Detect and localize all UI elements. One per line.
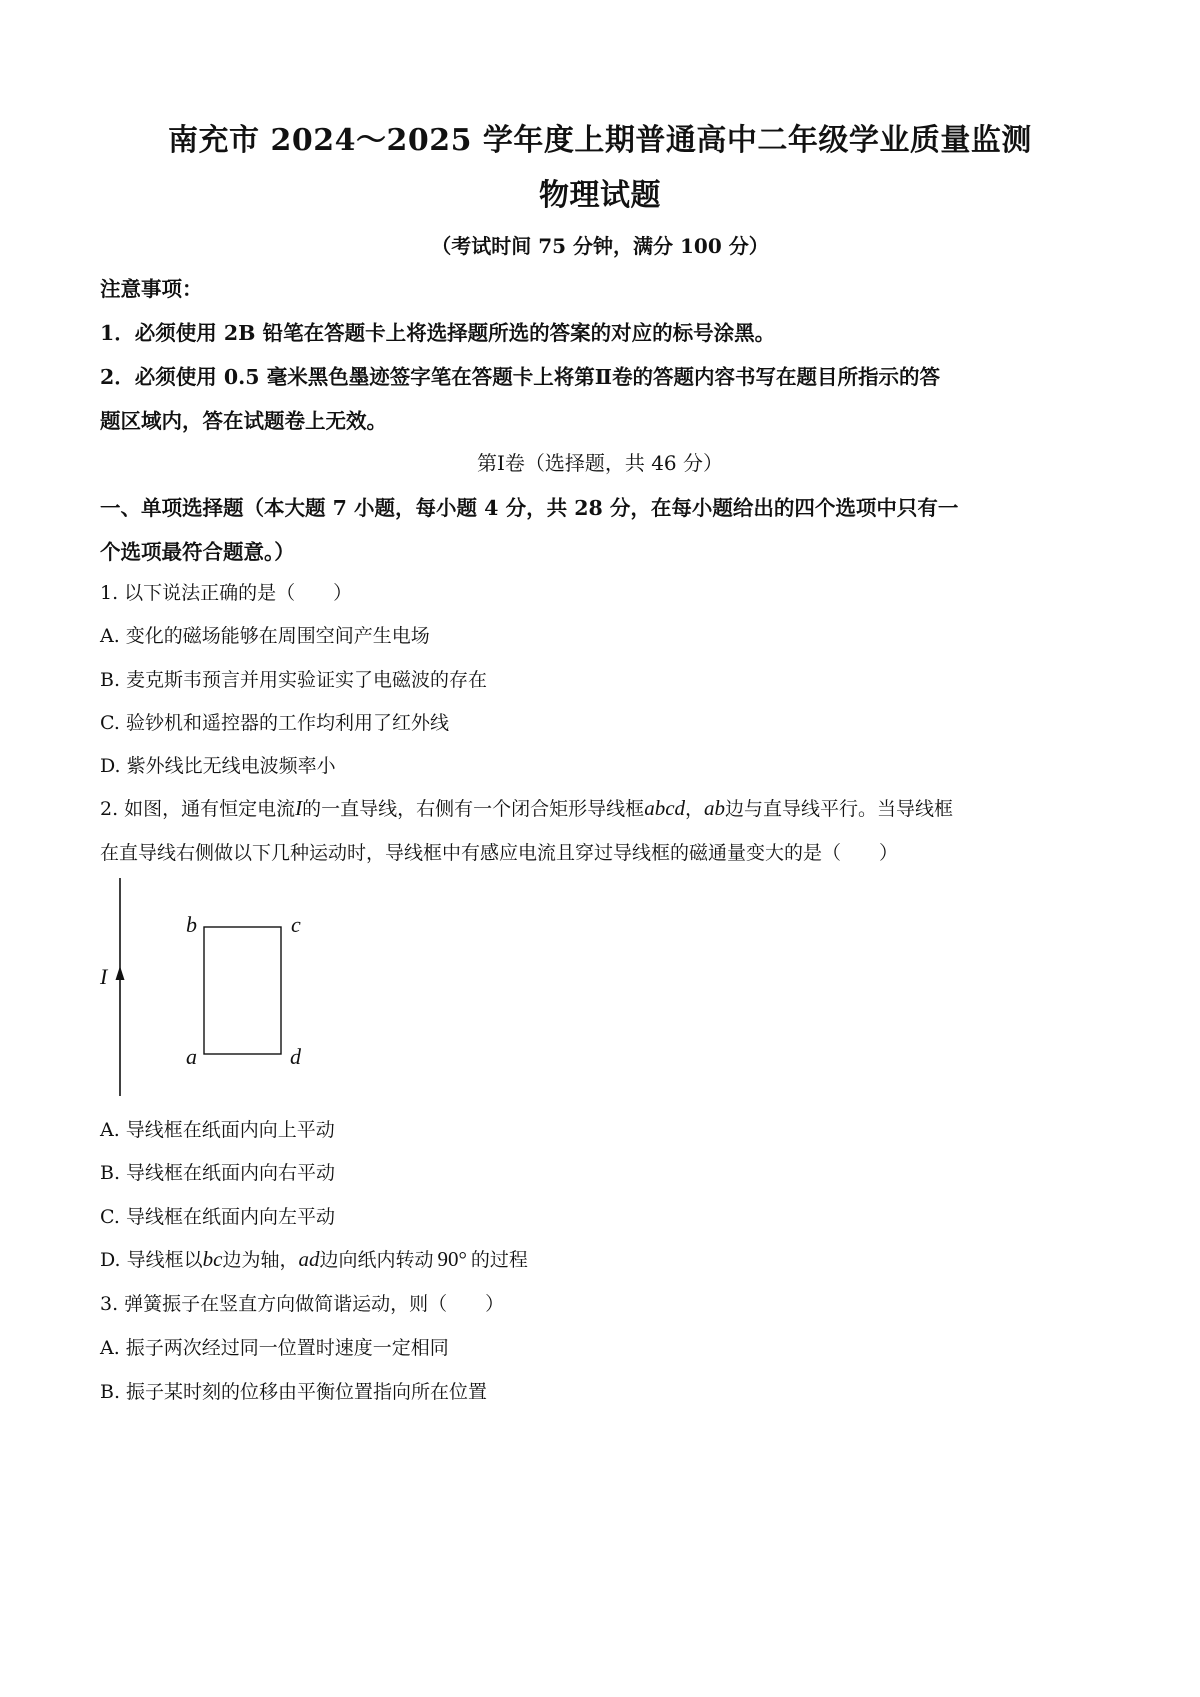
question-2-option-b: B. 导线框在纸面内向右平动	[100, 1162, 336, 1184]
vertex-label-d: d	[290, 1044, 301, 1069]
question-1-option-c: C. 验钞机和遥控器的工作均利用了红外线	[100, 712, 449, 734]
question-1-option-a: A. 变化的磁场能够在周围空间产生电场	[100, 625, 430, 647]
question-3-option-b: B. 振子某时刻的位移由平衡位置指向所在位置	[100, 1381, 488, 1403]
option-text: 的过程	[470, 1249, 528, 1271]
question-2-option-c: C. 导线框在纸面内向左平动	[100, 1206, 335, 1228]
question-2-figure	[90, 870, 350, 1110]
question-2-option-a: A. 导线框在纸面内向上平动	[100, 1119, 335, 1141]
variable-bc: bc	[202, 1247, 223, 1271]
question-3-stem: 3. 弹簧振子在竖直方向做简谐运动，则（ ）	[100, 1293, 505, 1315]
question-1-option-d: D. 紫外线比无线电波频率小	[100, 755, 336, 777]
subject-title: 物理试题	[539, 178, 661, 213]
rectangular-loop	[204, 927, 281, 1054]
section-heading-line-2: 个选项最符合题意。）	[100, 540, 295, 564]
question-1-option-b: B. 麦克斯韦预言并用实验证实了电磁波的存在	[100, 669, 488, 691]
question-1-stem: 1. 以下说法正确的是（ ）	[100, 582, 353, 604]
question-3-option-a: A. 振子两次经过同一位置时速度一定相同	[100, 1337, 449, 1359]
current-arrow-icon	[116, 966, 125, 980]
exam-title: 南充市 2024～2025 学年度上期普通高中二年级学业质量监测	[168, 123, 1032, 158]
exam-info: （考试时间 75 分钟，满分 100 分）	[431, 234, 769, 258]
stem-text: 2. 如图，通有恒定电流	[100, 798, 296, 820]
variable-ab: ab	[704, 796, 726, 820]
notice-item-1: 1．必须使用 2B 铅笔在答题卡上将选择题所选的答案的对应的标号涂黑。	[100, 321, 776, 345]
option-text: 边向纸内转动	[319, 1249, 434, 1271]
notice-item-2-line-2: 题区域内，答在试题卷上无效。	[100, 409, 387, 433]
vertex-label-c: c	[291, 912, 301, 937]
option-text: D. 导线框以	[100, 1249, 203, 1271]
stem-text: ，	[685, 798, 705, 820]
vertex-label-b: b	[186, 912, 197, 937]
variable-ad: ad	[298, 1247, 320, 1271]
notice-item-2-line-1: 2．必须使用 0.5 毫米黑色墨迹签字笔在答题卡上将第Ⅱ卷的答题内容书写在题目所指示的答	[100, 365, 940, 389]
angle-value: 90°	[437, 1247, 467, 1271]
variable-i: I	[295, 796, 303, 820]
variable-abcd: abcd	[644, 796, 686, 820]
question-2-option-d	[100, 1245, 528, 1272]
part-one-heading: 第Ⅰ卷（选择题，共 46 分）	[476, 451, 724, 475]
question-2-stem-line-2: 在直导线右侧做以下几种运动时，导线框中有感应电流且穿过导线框的磁通量变大的是（ ）	[100, 842, 899, 864]
notice-heading: 注意事项：	[100, 277, 203, 301]
option-text: 边为轴，	[222, 1249, 299, 1271]
vertex-label-a: a	[186, 1044, 197, 1069]
section-heading-line-1: 一、单项选择题（本大题 7 小题，每小题 4 分，共 28 分，在每小题给出的四个选项中只有一	[100, 496, 959, 520]
stem-text: 的一直导线，右侧有一个闭合矩形导线框	[302, 798, 645, 820]
current-label: I	[100, 964, 108, 989]
stem-text: 边与直导线平行。当导线框	[725, 798, 954, 820]
question-2-stem-line-1	[100, 794, 953, 821]
